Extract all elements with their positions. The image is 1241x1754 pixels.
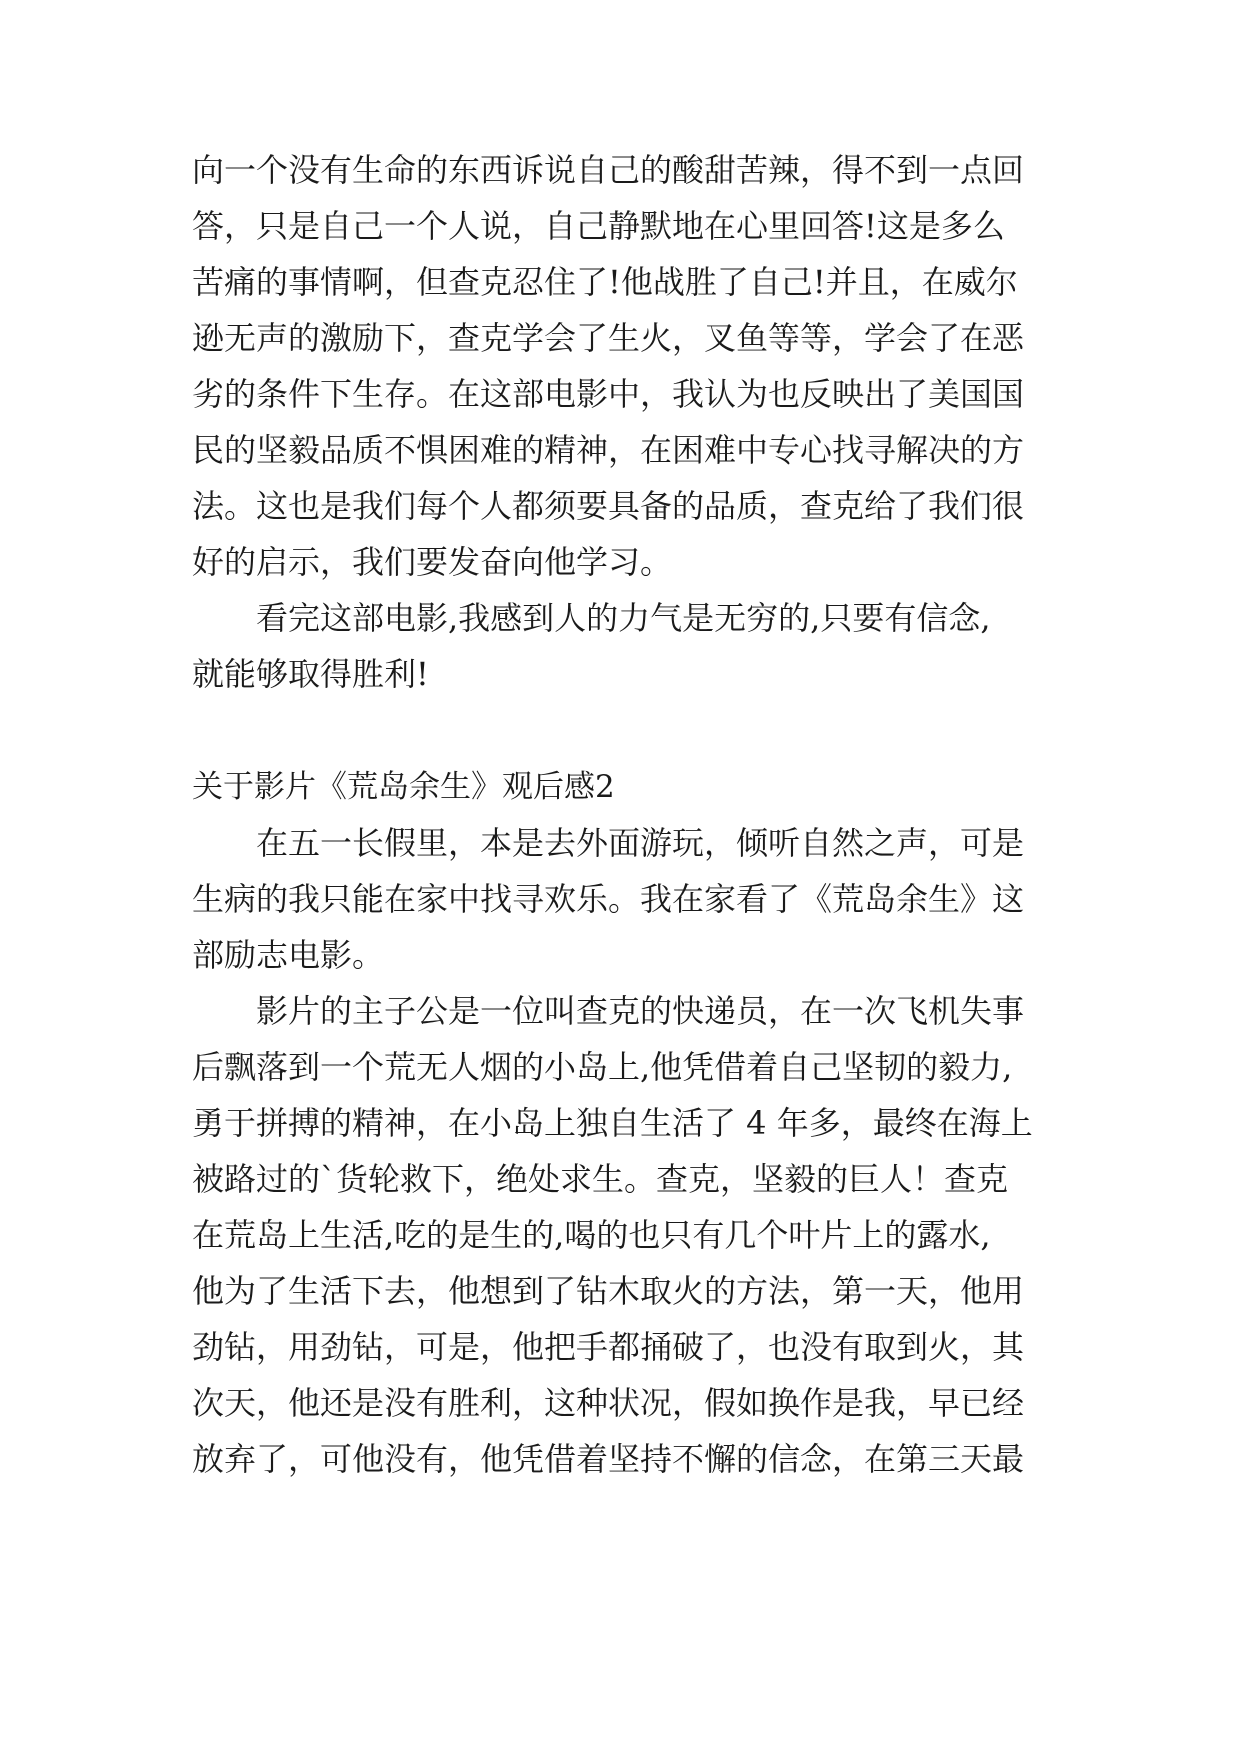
paragraph-line: 被路过的`货轮救下，绝处求生。查克，坚毅的巨人！查克 [192,1160,1009,1198]
paragraph-line: 法。这也是我们每个人都须要具备的品质，查克给了我们很 [192,487,1025,525]
paragraph-line: 后飘落到一个荒无人烟的小岛上,他凭借着自己坚韧的毅力, [192,1048,1013,1086]
paragraph-line: 勇于拼搏的精神，在小岛上独自生活了 4 年多，最终在海上 [192,1104,1033,1142]
paragraph-line: 部励志电影。 [192,936,385,974]
paragraph-line: 放弃了，可他没有，他凭借着坚持不懈的信念，在第三天最 [192,1440,1025,1478]
section-heading: 关于影片《荒岛余生》观后感2 [192,769,615,805]
paragraph-line: 在荒岛上生活,吃的是生的,喝的也只有几个叶片上的露水, [192,1216,991,1254]
paragraph-line: 苦痛的事情啊，但查克忍住了!他战胜了自己!并且，在威尔 [192,263,1018,301]
paragraph-line: 向一个没有生命的东西诉说自己的酸甜苦辣，得不到一点回 [192,151,1025,189]
paragraph-line: 劣的条件下生存。在这部电影中，我认为也反映出了美国国 [192,375,1025,413]
paragraph-line: 劲钻，用劲钻，可是，他把手都捅破了，也没有取到火，其 [192,1328,1025,1366]
paragraph-line: 次天，他还是没有胜利，这种状况，假如换作是我，早已经 [192,1384,1025,1422]
paragraph-line: 他为了生活下去，他想到了钻木取火的方法，第一天，他用 [192,1272,1025,1310]
paragraph-line: 逊无声的激励下，查克学会了生火，叉鱼等等，学会了在恶 [192,319,1025,357]
paragraph-line: 就能够取得胜利! [192,655,429,693]
paragraph-line: 生病的我只能在家中找寻欢乐。我在家看了《荒岛余生》这 [192,880,1025,918]
paragraph-line: 答，只是自己一个人说，自己静默地在心里回答!这是多么 [192,207,1005,245]
paragraph-line: 在五一长假里，本是去外面游玩，倾听自然之声，可是 [256,824,1025,862]
paragraph-line: 影片的主子公是一位叫查克的快递员，在一次飞机失事 [256,992,1025,1030]
paragraph-line: 民的坚毅品质不惧困难的精神，在困难中专心找寻解决的方 [192,431,1025,469]
paragraph-line: 看完这部电影,我感到人的力气是无穷的,只要有信念, [256,599,991,637]
paragraph-line: 好的启示，我们要发奋向他学习。 [192,543,673,581]
